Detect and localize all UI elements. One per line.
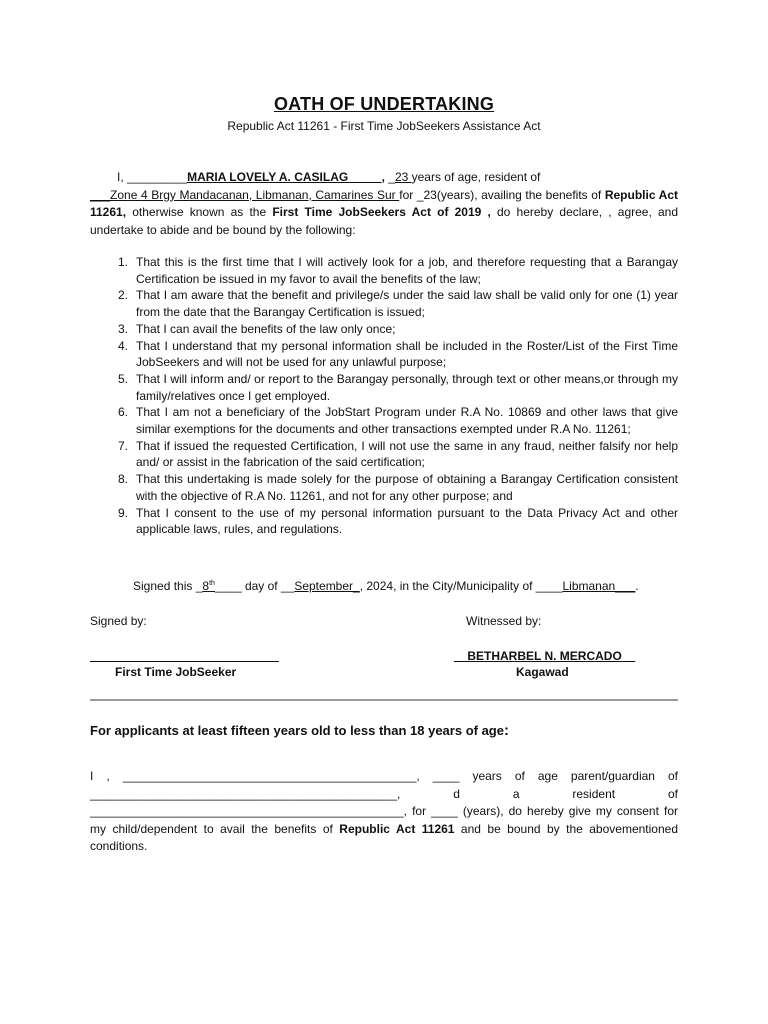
list-item: 7. That if issued the requested Certification, I will not use the same in any fraud, neither falsify nor help and/ or assist in the fabrication of the said certification; bbox=[117, 438, 678, 470]
age-prefix: _ bbox=[384, 170, 395, 184]
consent-text: I , ____________________________________________, ____ years of age parent/guardian of ______________________________________________, d a resident of _______________________________________________, for ____ (years), do hereby give my consent for my child/dependent to avail the benefits of bbox=[90, 769, 678, 836]
jobseeker-signature-line bbox=[90, 661, 279, 662]
list-item-text: That I consent to the use of my personal information pursuant to the Data Privacy Act and other applicable laws, rules, and regulations. bbox=[136, 505, 678, 537]
list-item: 3. That I can avail the benefits of the law only once; bbox=[117, 321, 396, 336]
list-item: 1. That this is the first time that I will actively look for a job, and therefore requesting that a Barangay Certification be issued in my favor to avail the benefits of the law; bbox=[117, 255, 678, 286]
document-title: OATH OF UNDERTAKING bbox=[273, 94, 495, 114]
day-suffix: th bbox=[209, 580, 215, 587]
intro-for-text: for _23(years), availing the benefits of bbox=[399, 187, 605, 202]
witness-name: __BETHARBEL N. MERCADO__ bbox=[454, 649, 636, 663]
consent-ra: Republic Act 11261 bbox=[339, 821, 455, 836]
section-divider bbox=[90, 699, 678, 701]
list-item: 4. That I understand that my personal information shall be included in the Roster/List of the First Time JobSeekers and will not be used for any unlawful purpose; bbox=[117, 338, 678, 370]
act-name: First Time JobSeekers Act of 2019 , bbox=[272, 205, 491, 219]
applicant-address: ___Zone 4 Brgy Mandacanan, Libmanan, Camarines Sur bbox=[90, 187, 400, 202]
signed-prefix: Signed this _ bbox=[133, 579, 203, 593]
ra-reference: Republic Act 11261, bbox=[90, 187, 678, 219]
applicant-age: 23 bbox=[394, 170, 412, 184]
list-item: 8. That this undertaking is made solely for the purpose of obtaining a Barangay Certification consistent with the objective of R.A No. 11261, and not for any other purpose; and bbox=[117, 472, 678, 503]
intro-rest: do hereby declare, , agree, and undertake to abide and be bound by the following: bbox=[90, 205, 679, 237]
applicant-name: MARIA LOVELY A. CASILAG_____ bbox=[187, 170, 382, 184]
signed-date-line bbox=[133, 579, 639, 593]
list-item-text: That this undertaking is made solely for the purpose of obtaining a Barangay Certification consistent with the objective of R.A No. 11261, and not for any other purpose; and bbox=[136, 472, 678, 503]
signed-by-label: Signed by: bbox=[90, 614, 147, 628]
day-number: 8 bbox=[202, 579, 210, 593]
signed-day-of: ____ day of __ bbox=[214, 579, 295, 593]
intro-paragraph bbox=[90, 169, 678, 239]
jobseeker-title: First Time JobSeeker bbox=[115, 665, 237, 679]
list-item-text: That I will inform and/ or report to the Barangay personally, through text or other means,or through my family/relatives once I get employed. bbox=[136, 371, 678, 403]
signed-year-city-label: , 2024, in the City/Municipality of ____ bbox=[359, 579, 563, 593]
signed-city: Libmanan___ bbox=[562, 579, 636, 593]
intro-known-text: otherwise known as the bbox=[126, 205, 273, 219]
witness-title: Kagawad bbox=[516, 665, 569, 679]
undertaking-list bbox=[108, 254, 678, 538]
list-item-text: That I am aware that the benefit and privilege/s under the said law shall be valid only for one (1) year from the date that the Barangay Certification is issued; bbox=[136, 288, 678, 320]
signed-period: . bbox=[635, 579, 639, 593]
list-item-text: That I can avail the benefits of the law only once; bbox=[136, 321, 396, 336]
minor-heading-colon: : bbox=[503, 722, 509, 739]
witnessed-by-label: Witnessed by: bbox=[466, 614, 542, 628]
document-subtitle: Republic Act 11261 - First Time JobSeekers Assistance Act bbox=[227, 119, 541, 133]
list-item: 6. That I am not a beneficiary of the JobStart Program under R.A No. 10869 and other laws that give similar exemptions for the documents and other transactions exempted under R.A No. 11261; bbox=[117, 405, 678, 437]
minor-heading-text: For applicants at least fifteen years old to less than 18 years of age bbox=[90, 723, 504, 738]
list-item-text: That I am not a beneficiary of the JobStart Program under R.A No. 10869 and other laws that give similar exemptions for the documents and other transactions exempted under R.A No. 11261; bbox=[136, 405, 678, 437]
signed-day bbox=[202, 579, 215, 593]
minor-section-heading bbox=[90, 722, 509, 739]
name-comma: , bbox=[381, 170, 385, 184]
intro-line1-suffix: years of age, resident of bbox=[411, 170, 541, 184]
intro-line1-prefix: I, _________ bbox=[117, 170, 188, 184]
list-item-text: That if issued the requested Certification, I will not use the same in any fraud, neither falsify nor help and/ or assist in the fabrication of the said certification; bbox=[136, 438, 678, 470]
list-item: 5. That I will inform and/ or report to the Barangay personally, through text or other means,or through my family/relatives once I get employed. bbox=[117, 371, 678, 403]
list-item: 9. That I consent to the use of my personal information pursuant to the Data Privacy Act and other applicable laws, rules, and regulations. bbox=[117, 505, 678, 537]
guardian-consent-paragraph bbox=[90, 768, 678, 856]
consent-end: and be bound by the abovementioned conditions. bbox=[90, 821, 678, 853]
list-item-text: That I understand that my personal information shall be included in the Roster/List of the First Time JobSeekers and will not be used for any unlawful purpose; bbox=[136, 338, 678, 370]
list-item: 2. That I am aware that the benefit and privilege/s under the said law shall be valid only for one (1) year from the date that the Barangay Certification is issued; bbox=[117, 288, 678, 320]
list-item-text: That this is the first time that I will actively look for a job, and therefore requesting that a Barangay Certification be issued in my favor to avail the benefits of the law; bbox=[136, 255, 678, 286]
signed-month: September_ bbox=[294, 579, 360, 593]
